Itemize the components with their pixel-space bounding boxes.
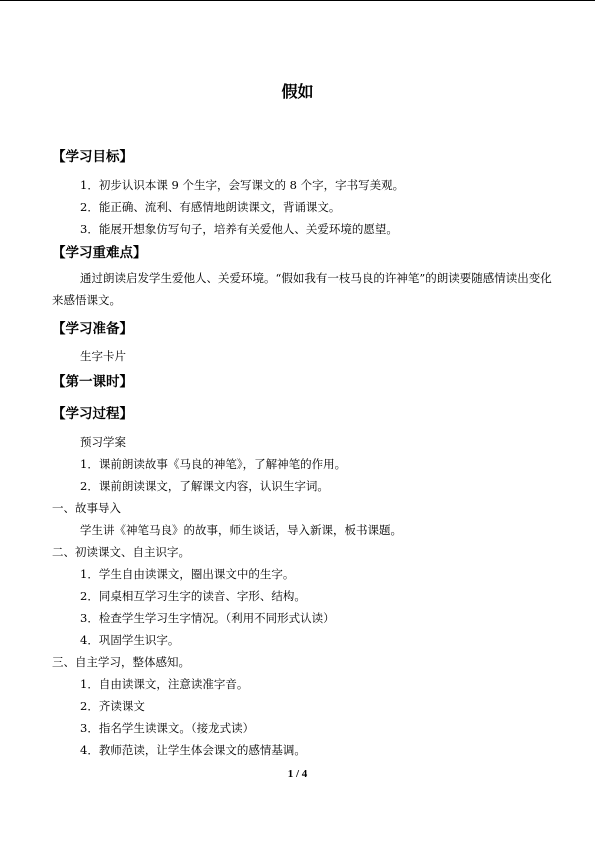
preview-item-1: 1．课前朗读故事《马良的神笔》，了解神笔的作用。 xyxy=(80,457,347,471)
preview-item-2: 2．课前朗读课文，了解课文内容，认识生字词。 xyxy=(80,479,329,493)
part1-title: 一、故事导入 xyxy=(52,501,121,515)
document-title: 假如 xyxy=(281,82,314,101)
part3-item-4: 4．教师范读，让学生体会课文的感情基调。 xyxy=(80,743,306,757)
lesson-heading: 【第一课时】 xyxy=(52,374,133,390)
part2-item-1: 1．学生自由读课文，圈出课文中的生字。 xyxy=(80,567,295,581)
part2-item-2: 2．同桌相互学习生字的读音、字形、结构。 xyxy=(80,589,306,603)
goals-heading: 【学习目标】 xyxy=(52,149,133,165)
part3-item-2: 2．齐读课文 xyxy=(80,699,145,713)
keypoints-text: 通过朗读启发学生爱他人、关爱环境。“假如我有一枝马良的许神笔”的朗读要随感情读出变化来感悟课文。 xyxy=(52,271,552,307)
part2-item-4: 4．巩固学生识字。 xyxy=(80,633,180,647)
keypoints-heading: 【学习重难点】 xyxy=(52,245,147,261)
goal-item-3: 3．能展开想象仿写句子，培养有关爱他人、关爱环境的愿望。 xyxy=(80,222,398,236)
preparation-text: 生字卡片 xyxy=(80,349,126,363)
part2-item-3: 3．检查学生学习生字情况。（利用不同形式认读） xyxy=(80,611,335,625)
part3-item-1: 1．自由读课文，注意读准字音。 xyxy=(80,677,249,691)
part1-text: 学生讲《神笔马良》的故事，师生谈话，导入新课，板书课题。 xyxy=(80,523,402,537)
goal-item-1: 1．初步认识本课 9 个生字，会写课文的 8 个字，字书写美观。 xyxy=(80,178,405,192)
header-rule xyxy=(0,0,595,1)
part2-title: 二、初读课文、自主识字。 xyxy=(52,545,190,559)
part3-item-3: 3．指名学生读课文。（接龙式读） xyxy=(80,721,255,735)
process-heading: 【学习过程】 xyxy=(52,406,133,422)
preparation-heading: 【学习准备】 xyxy=(52,321,133,337)
part3-title: 三、自主学习，整体感知。 xyxy=(52,655,190,669)
goal-item-2: 2．能正确、流利、有感情地朗读课文，背诵课文。 xyxy=(80,200,341,214)
page-number: 1 / 4 xyxy=(287,768,308,780)
preview-title: 预习学案 xyxy=(80,435,126,449)
